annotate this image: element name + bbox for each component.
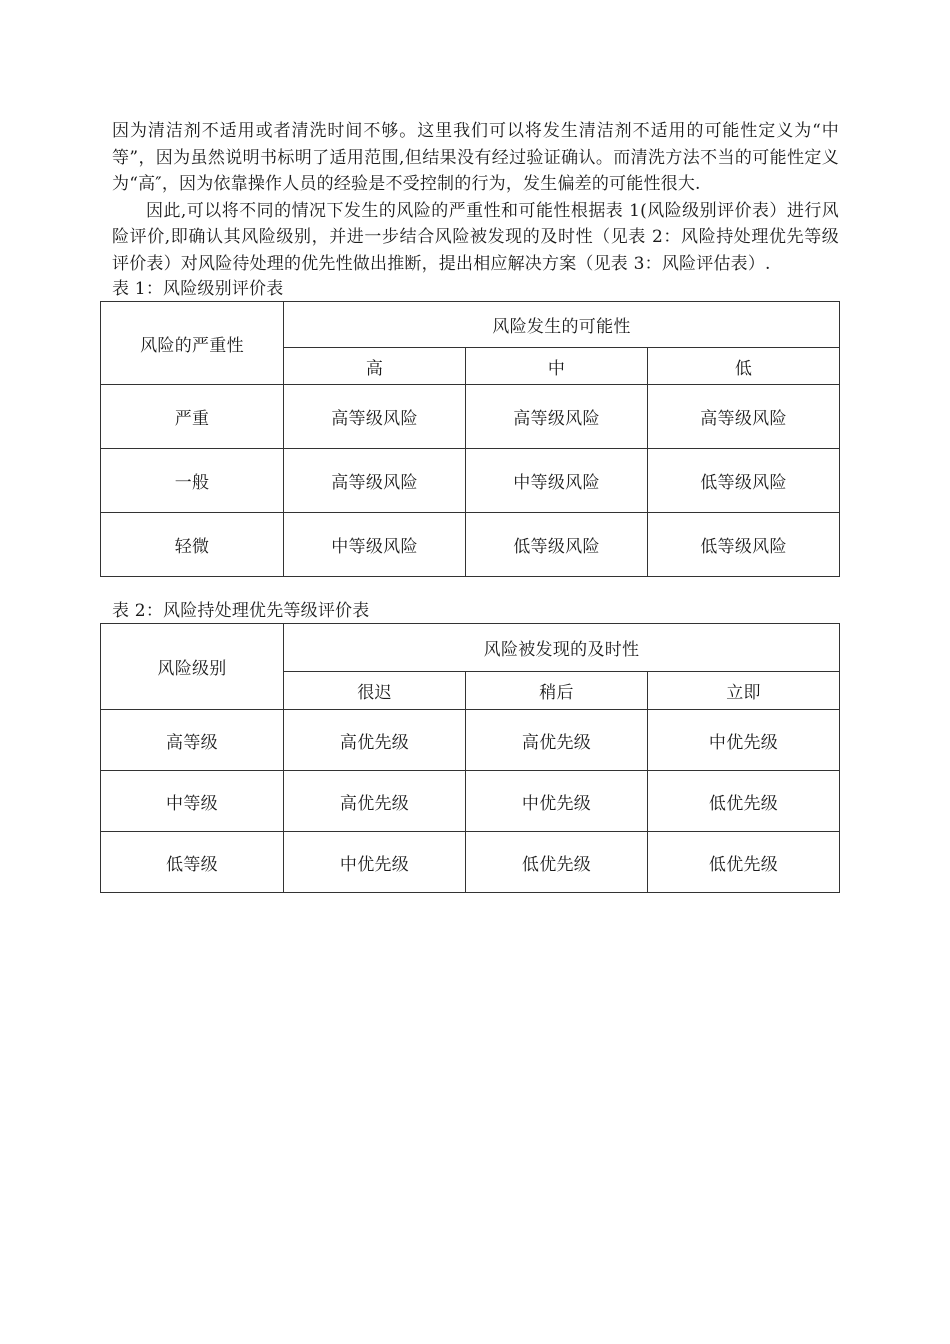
row-label: 低等级 <box>101 832 284 893</box>
table-cell: 中优先级 <box>284 832 466 893</box>
table-cell: 中优先级 <box>466 771 648 832</box>
paragraph-2: 因此,可以将不同的情况下发生的风险的严重性和可能性根据表 1(风险级别评价表）进行风险评价,即确认其风险级别，并进一步结合风险被发现的及时性（见表 2：风险持处理优先等级评价表）对风险待处理的优先性做出推断，提出相应解决方案（见表 3：风险评估表）. <box>112 200 839 274</box>
document-page <box>112 118 839 893</box>
table-cell: 高优先级 <box>284 710 466 771</box>
table-cell: 低等级风险 <box>466 513 648 577</box>
table-row <box>101 385 840 449</box>
table-cell: 高优先级 <box>284 771 466 832</box>
table-cell: 中优先级 <box>648 710 840 771</box>
table-cell: 高等级风险 <box>284 385 466 449</box>
priority-level-table <box>100 623 840 893</box>
row-label: 轻微 <box>101 513 284 577</box>
column-header: 立即 <box>648 672 840 710</box>
table-row <box>101 449 840 513</box>
table-cell: 低等级风险 <box>648 449 840 513</box>
row-header-cell: 风险级别 <box>101 624 284 710</box>
row-label: 严重 <box>101 385 284 449</box>
table-header-row <box>101 302 840 348</box>
table-cell: 高等级风险 <box>466 385 648 449</box>
table1-caption: 表 1：风险级别评价表 <box>112 279 284 299</box>
row-label: 一般 <box>101 449 284 513</box>
row-label: 中等级 <box>101 771 284 832</box>
column-header: 中 <box>466 348 648 385</box>
column-group-header: 风险发生的可能性 <box>284 302 840 348</box>
table-row <box>101 771 840 832</box>
risk-level-table <box>100 301 840 577</box>
row-header-cell: 风险的严重性 <box>101 302 284 385</box>
column-header: 低 <box>648 348 840 385</box>
column-group-header: 风险被发现的及时性 <box>284 624 840 672</box>
paragraph-1: 因为清洁剂不适用或者清洗时间不够。这里我们可以将发生清洁剂不适用的可能性定义为“中等”，因为虽然说明书标明了适用范围,但结果没有经过验证确认。而清洗方法不当的可能性定义为“高″，因为依靠操作人员的经验是不受控制的行为，发生偏差的可能性很大. <box>112 121 839 194</box>
row-label: 高等级 <box>101 710 284 771</box>
column-header: 稍后 <box>466 672 648 710</box>
column-header: 很迟 <box>284 672 466 710</box>
table-cell: 高优先级 <box>466 710 648 771</box>
table-cell: 中等级风险 <box>284 513 466 577</box>
table-cell: 低优先级 <box>648 832 840 893</box>
table-cell: 低优先级 <box>648 771 840 832</box>
table-cell: 高等级风险 <box>284 449 466 513</box>
table2-caption: 表 2：风险持处理优先等级评价表 <box>112 601 370 621</box>
table-cell: 高等级风险 <box>648 385 840 449</box>
table-row <box>101 710 840 771</box>
table-cell: 低等级风险 <box>648 513 840 577</box>
table-header-row <box>101 624 840 672</box>
table-cell: 中等级风险 <box>466 449 648 513</box>
table-row <box>101 513 840 577</box>
table-cell: 低优先级 <box>466 832 648 893</box>
table-row <box>101 832 840 893</box>
column-header: 高 <box>284 348 466 385</box>
